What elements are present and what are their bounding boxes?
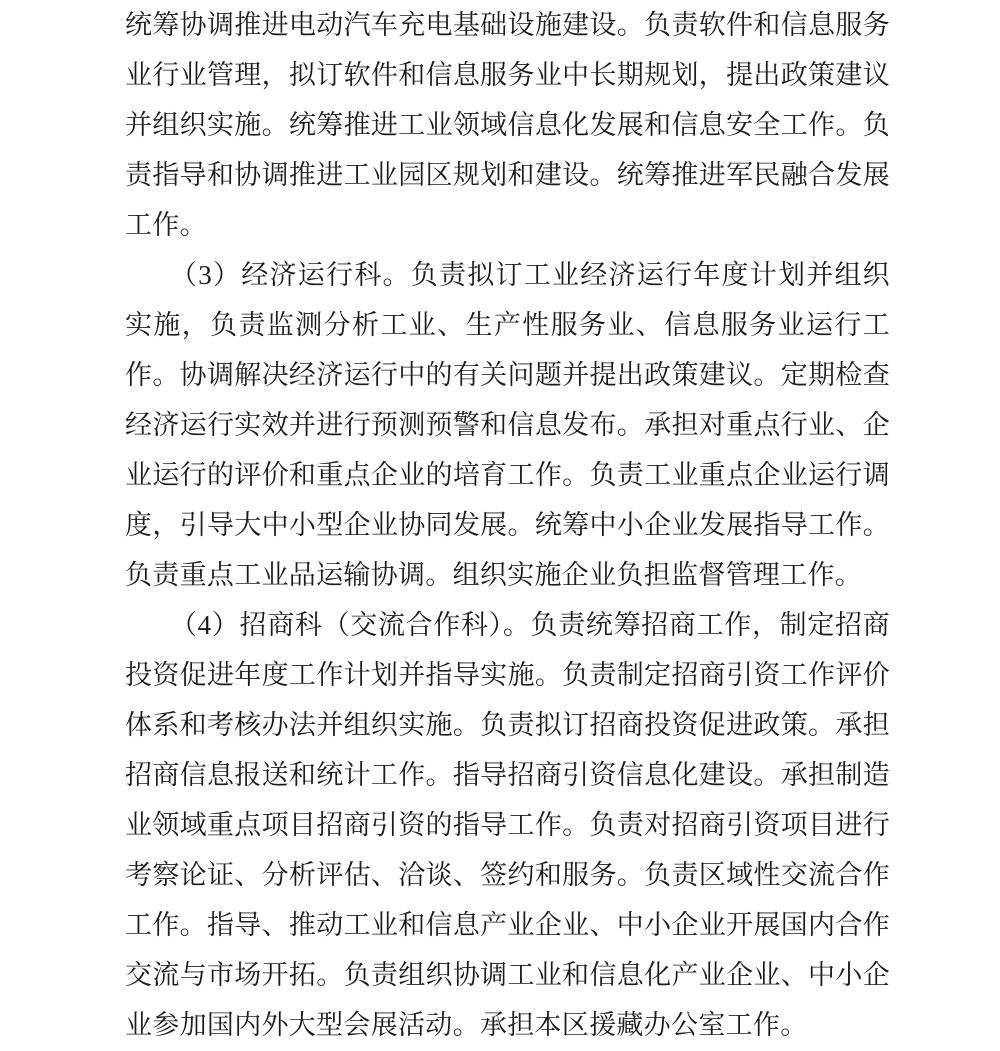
paragraph-continuation: 统筹协调推进电动汽车充电基础设施建设。负责软件和信息服务业行业管理，拟订软件和信息服务业中长期规划，提出政策建议并组织实施。统筹推进工业领域信息化发展和信息安全工作。负责指导和协调推进工业园区规划和建设。统筹推进军民融合发展工作。 (125, 10, 890, 240)
paragraph-section-3-economic-operation: （3）经济运行科。负责拟订工业经济运行年度计划并组织实施，负责监测分析工业、生产性服务业、信息服务业运行工作。协调解决经济运行中的有关问题并提出政策建议。定期检查经济运行实效并进行预测预警和信息发布。承担对重点行业、企业运行的评价和重点企业的培育工作。负责工业重点企业运行调度，引导大中小型企业协同发展。统筹中小企业发展指导工作。负责重点工业品运输协调。组织实施企业负担监督管理工作。 (125, 260, 890, 590)
paragraph-section-4-investment-promotion: （4）招商科（交流合作科）。负责统筹招商工作，制定招商投资促进年度工作计划并指导实施。负责制定招商引资工作评价体系和考核办法并组织实施。负责拟订招商投资促进政策。承担招商信息报送和统计工作。指导招商引资信息化建设。承担制造业领域重点项目招商引资的指导工作。负责对招商引资项目进行考察论证、分析评估、洽谈、签约和服务。负责区域性交流合作工作。指导、推动工业和信息产业企业、中小企业开展国内合作交流与市场开拓。负责组织协调工业和信息化产业企业、中小企业参加国内外大型会展活动。承担本区援藏办公室工作。 (125, 610, 890, 1040)
